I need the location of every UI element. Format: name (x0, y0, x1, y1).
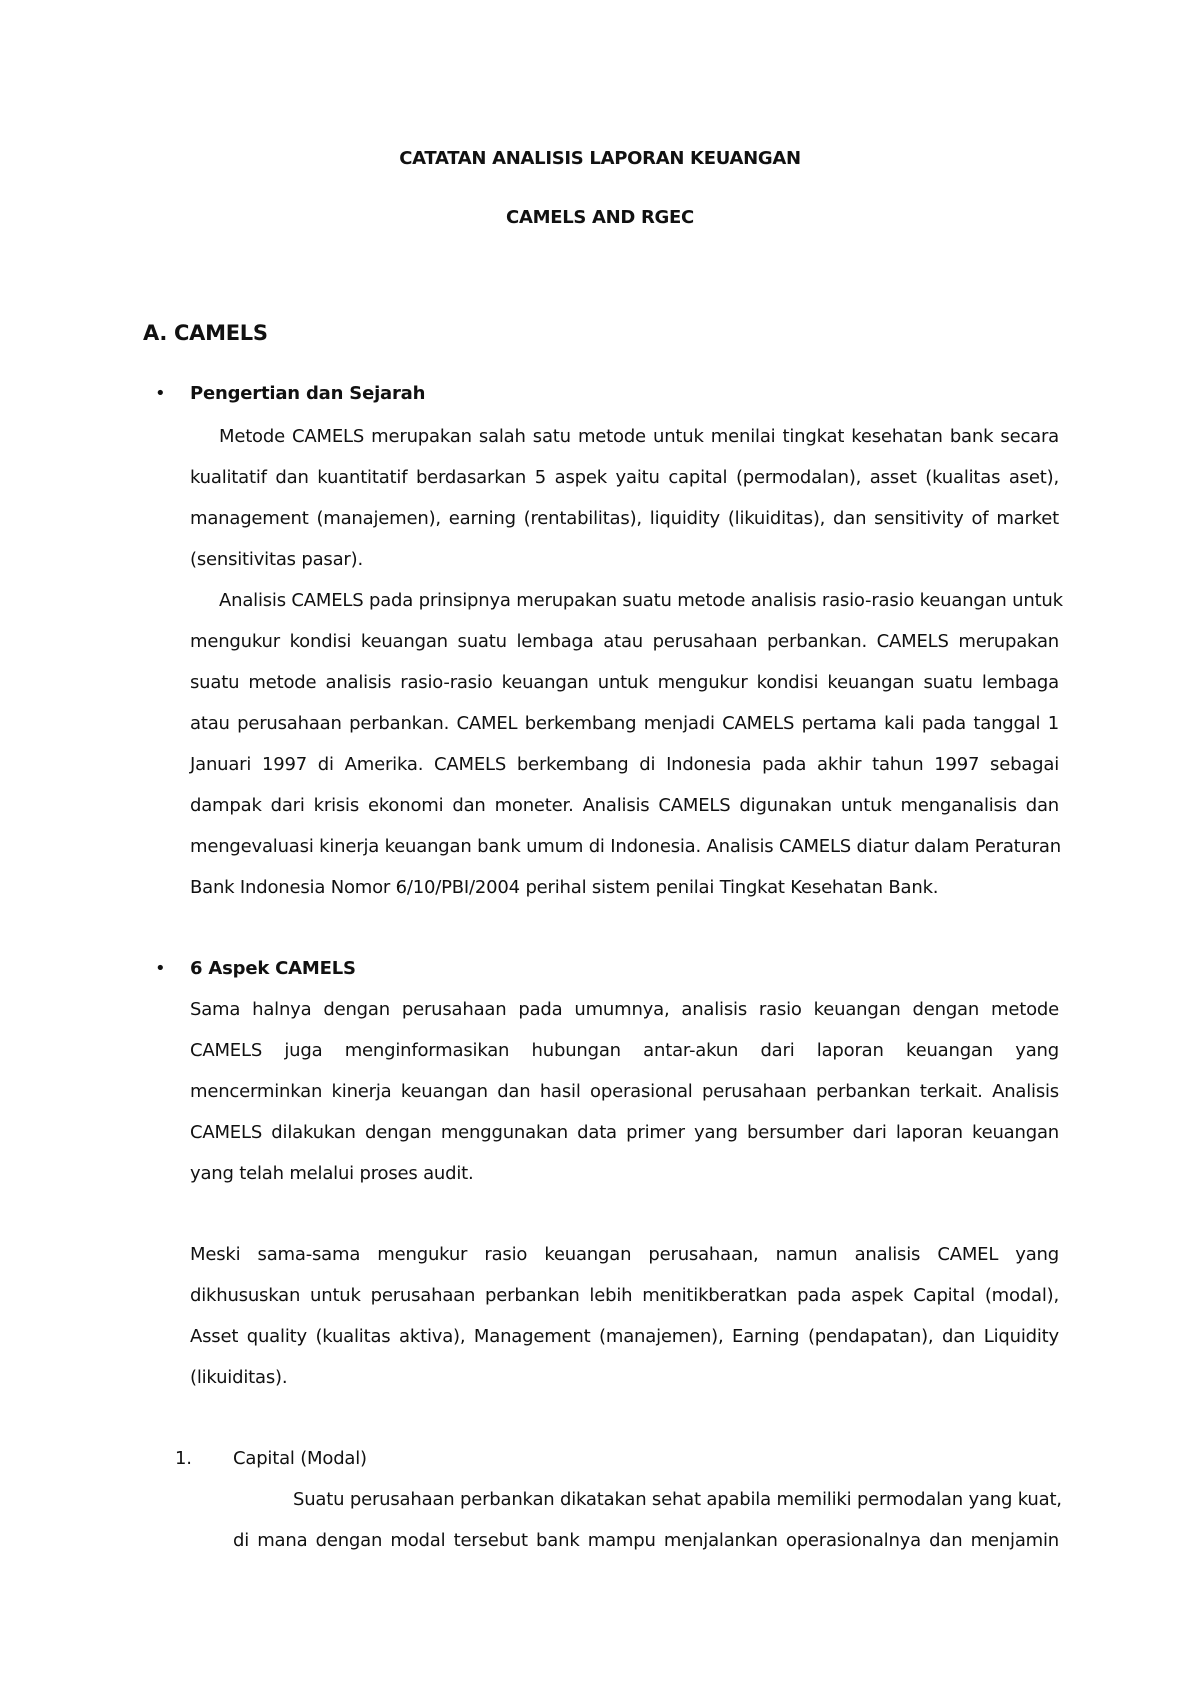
pengertian-line: suatu metode analisis rasio-rasio keuangan untuk mengukur kondisi keuangan suatu lembaga (190, 672, 1059, 693)
document-title: CATATAN ANALISIS LAPORAN KEUANGAN (399, 148, 801, 169)
bullet-aspek: • (155, 958, 166, 979)
section-a-heading: A. CAMELS (143, 321, 268, 345)
pengertian-line: Analisis CAMELS pada prinsipnya merupakan suatu metode analisis rasio-rasio keuangan untuk (219, 590, 1063, 611)
pengertian-heading: Pengertian dan Sejarah (190, 383, 426, 404)
pengertian-line: management (manajemen), earning (rentabilitas), liquidity (likuiditas), dan sensitivity of market (190, 508, 1059, 529)
capital-heading: Capital (Modal) (233, 1448, 367, 1469)
pengertian-line: atau perusahaan perbankan. CAMEL berkembang menjadi CAMELS pertama kali pada tanggal 1 (190, 713, 1059, 734)
aspek-paragraph1-line: Sama halnya dengan perusahaan pada umumnya, analisis rasio keuangan dengan metode (190, 999, 1059, 1020)
aspek-heading: 6 Aspek CAMELS (190, 958, 356, 979)
capital-line: di mana dengan modal tersebut bank mampu menjalankan operasionalnya dan menjamin (233, 1530, 1059, 1551)
aspek-paragraph1-line: CAMELS dilakukan dengan menggunakan data primer yang bersumber dari laporan keuangan (190, 1122, 1059, 1143)
aspek-paragraph2-line: dikhususkan untuk perusahaan perbankan lebih menitikberatkan pada aspek Capital (modal), (190, 1285, 1059, 1306)
bullet-pengertian: • (155, 383, 166, 404)
document-subtitle: CAMELS AND RGEC (506, 207, 694, 228)
pengertian-line: mengukur kondisi keuangan suatu lembaga atau perusahaan perbankan. CAMELS merupakan (190, 631, 1059, 652)
pengertian-line: Bank Indonesia Nomor 6/10/PBI/2004 perihal sistem penilai Tingkat Kesehatan Bank. (190, 877, 939, 898)
aspek-paragraph1-line: yang telah melalui proses audit. (190, 1163, 474, 1184)
pengertian-line: kualitatif dan kuantitatif berdasarkan 5 aspek yaitu capital (permodalan), asset (kualitas aset), (190, 467, 1059, 488)
aspek-paragraph1-line: mencerminkan kinerja keuangan dan hasil operasional perusahaan perbankan terkait. Analisis (190, 1081, 1059, 1102)
pengertian-line: mengevaluasi kinerja keuangan bank umum di Indonesia. Analisis CAMELS diatur dalam Peraturan (190, 836, 1061, 857)
pengertian-line: dampak dari krisis ekonomi dan moneter. Analisis CAMELS digunakan untuk menganalisis dan (190, 795, 1059, 816)
aspek-paragraph2-line: Asset quality (kualitas aktiva), Management (manajemen), Earning (pendapatan), dan Liquidity (190, 1326, 1059, 1347)
capital-number: 1. (175, 1448, 192, 1469)
pengertian-line: Januari 1997 di Amerika. CAMELS berkembang di Indonesia pada akhir tahun 1997 sebagai (190, 754, 1059, 775)
aspek-paragraph2-line: Meski sama-sama mengukur rasio keuangan perusahaan, namun analisis CAMEL yang (190, 1244, 1059, 1265)
capital-line: Suatu perusahaan perbankan dikatakan sehat apabila memiliki permodalan yang kuat, (293, 1489, 1062, 1510)
aspek-paragraph1-line: CAMELS juga menginformasikan hubungan antar-akun dari laporan keuangan yang (190, 1040, 1059, 1061)
pengertian-line: Metode CAMELS merupakan salah satu metode untuk menilai tingkat kesehatan bank secara (219, 426, 1059, 447)
aspek-paragraph2-line: (likuiditas). (190, 1367, 288, 1388)
pengertian-line: (sensitivitas pasar). (190, 549, 363, 570)
